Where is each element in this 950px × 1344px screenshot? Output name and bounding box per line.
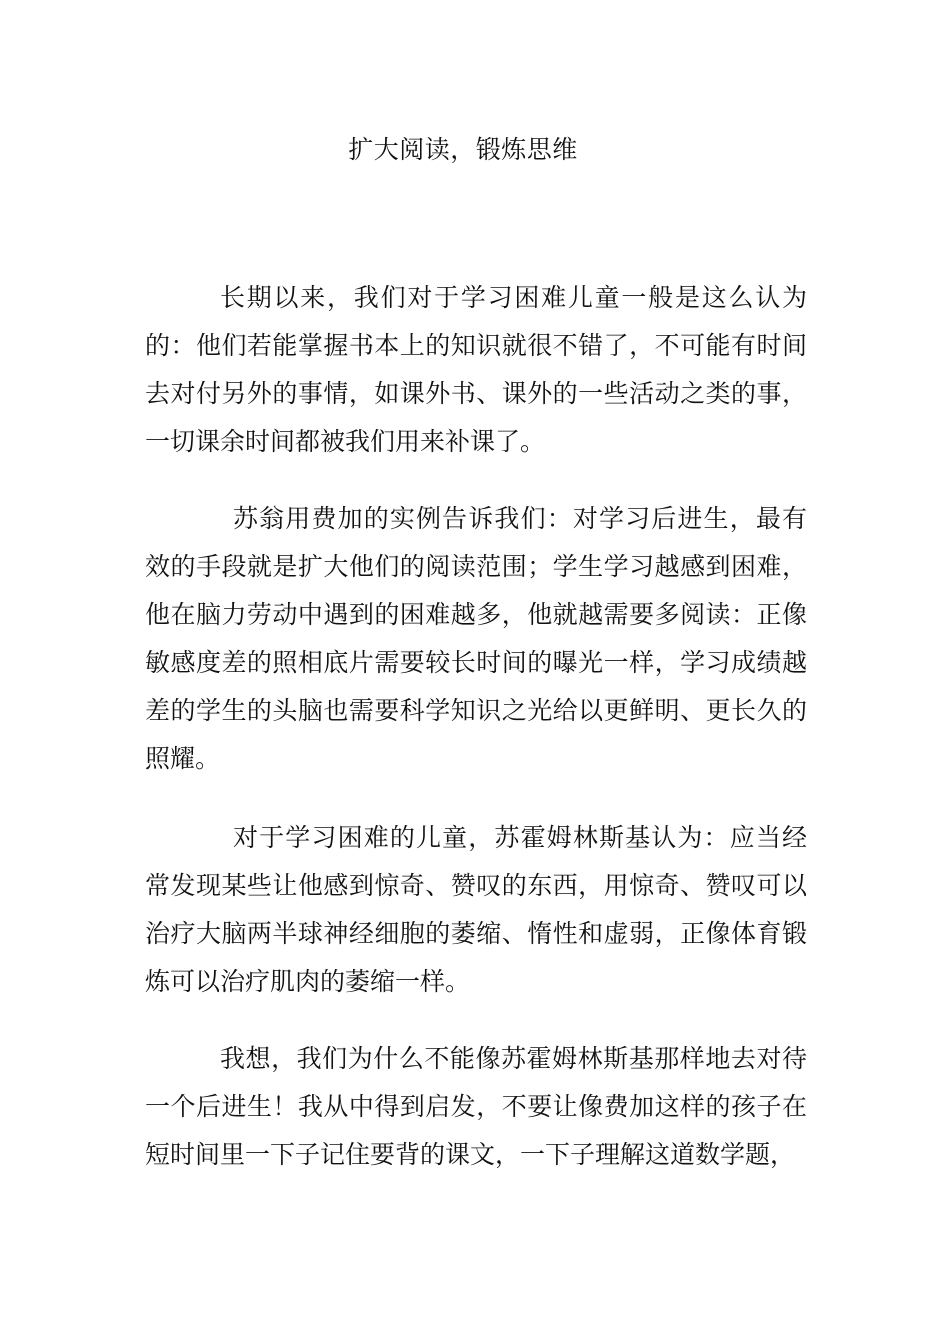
paragraph-1: 长期以来，我们对于学习困难儿童一般是这么认为的：他们若能掌握书本上的知识就很不错了，不可能有时间去对付另外的事情，如课外书、课外的一些活动之类的事，一切课余时间都被我们用来补课了。 <box>145 283 807 456</box>
document-title: 扩大阅读，锻炼思维 <box>348 135 578 164</box>
paragraph-2: 苏翁用费加的实例告诉我们：对学习后进生，最有效的手段就是扩大他们的阅读范围；学生学习越感到困难，他在脑力劳动中遇到的困难越多，他就越需要多阅读：正像敏感度差的照相底片需要较长时间的曝光一样，学习成绩越差的学生的头脑也需要科学知识之光给以更鲜明、更长久的照耀。 <box>145 504 807 773</box>
paragraph-3: 对于学习困难的儿童，苏霍姆林斯基认为：应当经常发现某些让他感到惊奇、赞叹的东西，用惊奇、赞叹可以治疗大脑两半球神经细胞的萎缩、惰性和虚弱，正像体育锻炼可以治疗肌肉的萎缩一样。 <box>145 823 807 996</box>
paragraph-4: 我想，我们为什么不能像苏霍姆林斯基那样地去对待一个后进生！我从中得到启发，不要让像费加这样的孩子在短时间里一下子记住要背的课文，一下子理解这道数学题， <box>145 1044 807 1169</box>
